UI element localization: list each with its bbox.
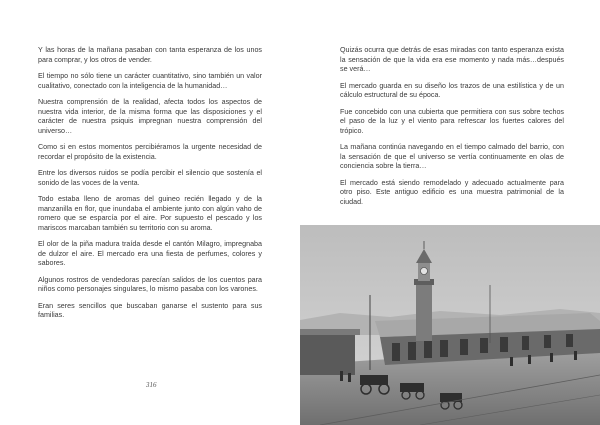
- photo-clock-face: [421, 268, 428, 275]
- paragraph: El mercado está siendo remodelado y adecuado actualmente para otro piso. Este antiguo edificio es una muestra patrimonial de la ciudad.: [340, 178, 564, 206]
- paragraph: El olor de la piña madura traída desde el cantón Milagro, impregnaba de dulzor el aire. El mercado era una fiesta de perfumes, colores y sabores.: [38, 240, 262, 268]
- paragraph: Algunos rostros de vendedoras parecían salidos de los cuentos para niños como personajes singulares, lo mismo pasaba con los varones.: [38, 275, 262, 294]
- market-photo-illustration: [300, 225, 600, 425]
- paragraph: Entre los diversos ruidos se podía percibir el silencio que sostenía el sonido de las voces de la venta.: [38, 169, 262, 187]
- left-page-text: [38, 46, 262, 328]
- paragraph: Como si en estos momentos percibiéramos la urgente necesidad de recordar el propósito de la existencia.: [38, 143, 262, 161]
- paragraph: El tiempo no sólo tiene un carácter cuantitativo, sino también un valor cualitativo, conectado con la inteligencia de la humanidad…: [38, 71, 262, 90]
- paragraph: Todo estaba lleno de aromas del guineo recién llegado y de la manzanilla en flor, que inundaba el ambiente junto con algún vaho de romero que se esparcía por el aire. Por supuesto el pescado y los mariscos marcaban también su territorio con su aroma.: [38, 195, 262, 232]
- paragraph: Quizás ocurra que detrás de esas miradas con tanto esperanza exista la sensación de que la vida era ese momento y nada más…después se verá…: [340, 46, 564, 74]
- page-number: 316: [146, 381, 157, 389]
- paragraph: La mañana continúa navegando en el tiempo calmado del barrio, con la sensación de que el universo se vertía continuamente en olas de conciencia sobre la tierra…: [340, 143, 564, 171]
- paragraph: Y las horas de la mañana pasaban con tanta esperanza de los unos para comprar, y los otros de vender.: [38, 46, 262, 64]
- right-page-text: [340, 46, 564, 214]
- paragraph: El mercado guarda en su diseño los trazos de una estilística y de un cálculo estructural de su época.: [340, 81, 564, 100]
- paragraph: Nuestra comprensión de la realidad, afecta todos los aspectos de nuestra vida interior, de la misma forma que las disposiciones y el carácter de nuestra psiquis impregnan nuestra comprensión del universo…: [38, 97, 262, 135]
- paragraph: Fue concebido con una cubierta que permitiera con sus sobre techos el paso de la luz y el viento para refrescar los fuertes calores del trópico.: [340, 107, 564, 135]
- paragraph: Eran seres sencillos que buscaban ganarse el sustento para sus familias.: [38, 301, 262, 320]
- historic-market-photo: [300, 225, 600, 425]
- photo-left-building: [300, 333, 355, 375]
- photo-clock-tower: [416, 283, 432, 341]
